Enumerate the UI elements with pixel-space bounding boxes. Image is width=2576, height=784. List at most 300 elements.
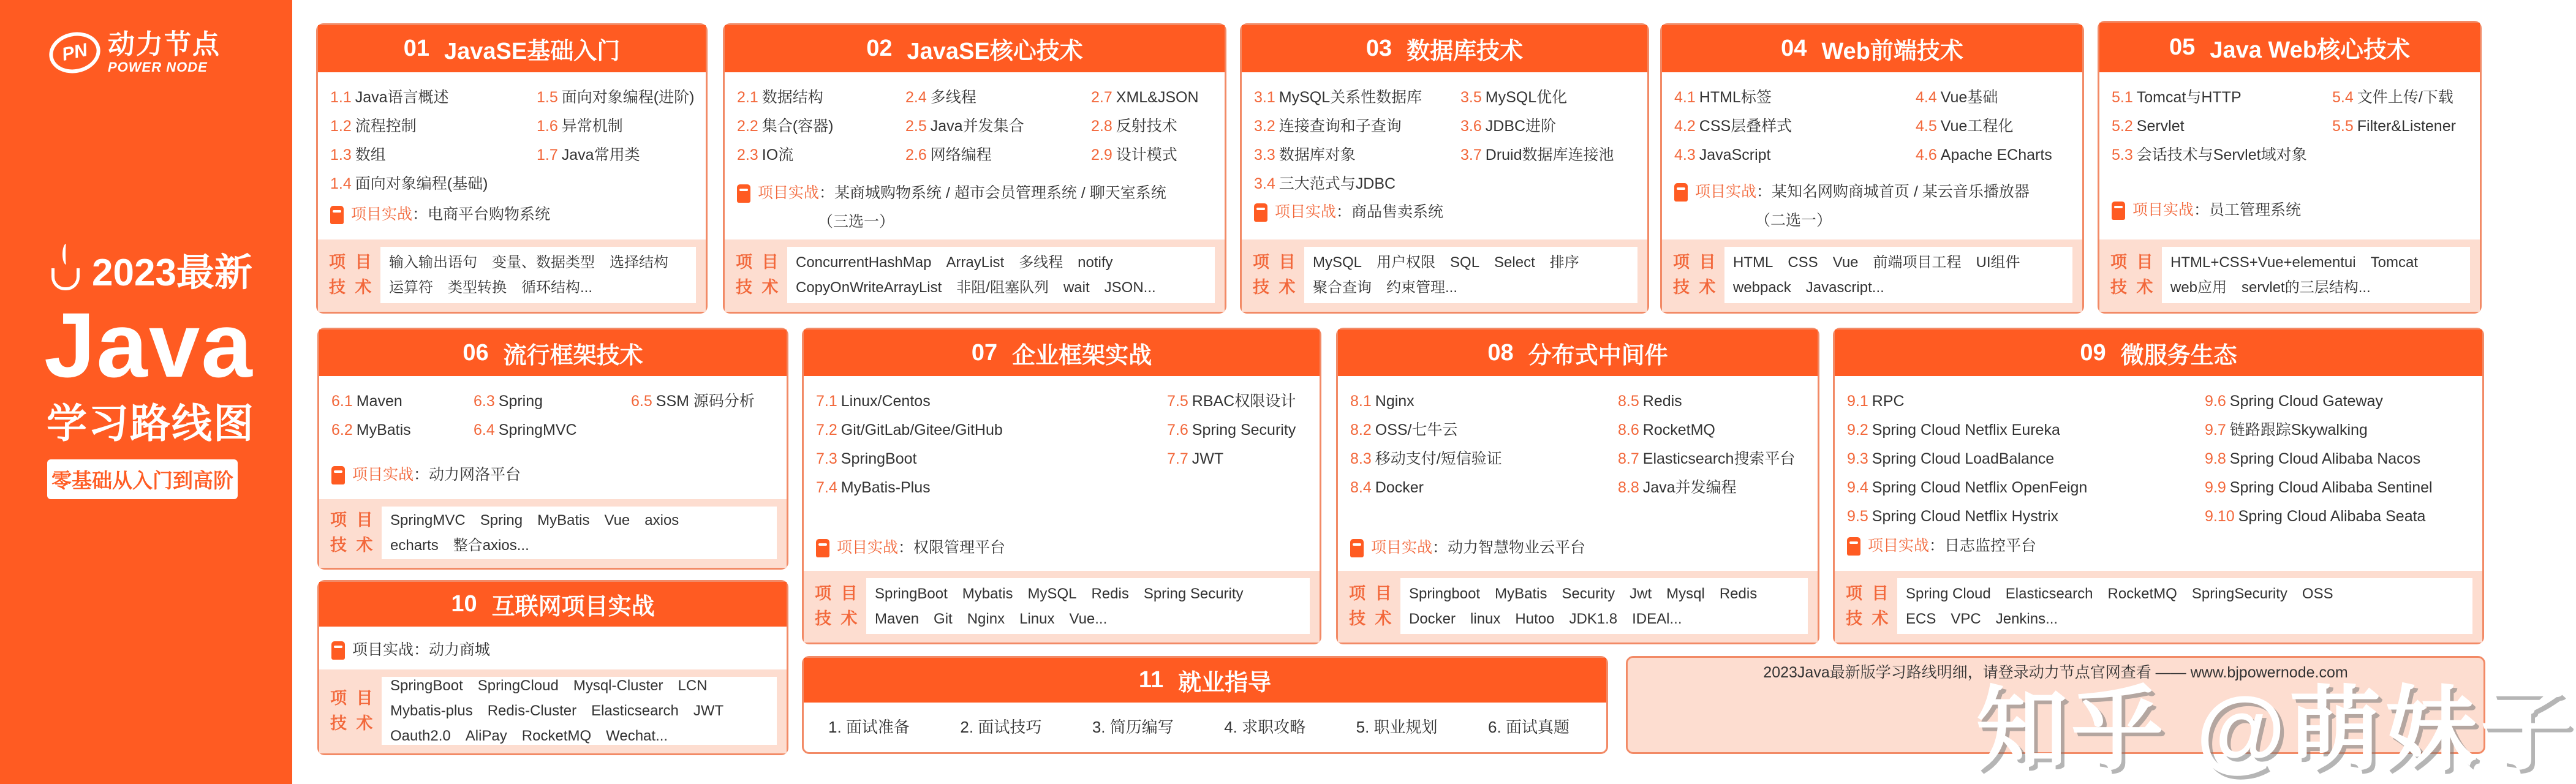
- topic-item[interactable]: [905, 83, 1091, 112]
- topic-column: [1916, 83, 2076, 170]
- topic-item[interactable]: [330, 83, 537, 112]
- tech-tag[interactable]: Hutoo: [1515, 610, 1555, 627]
- topic-item[interactable]: [2205, 416, 2476, 445]
- project-practice: [1847, 532, 2474, 560]
- topic-item[interactable]: [331, 416, 474, 445]
- topic-text: MyBatis-Plus: [840, 479, 931, 496]
- career-card: [802, 656, 1608, 754]
- topic-item[interactable]: [1618, 416, 1811, 445]
- topic-item[interactable]: [1916, 141, 2076, 170]
- tech-tag[interactable]: Nginx: [967, 610, 1005, 627]
- tech-tag[interactable]: Spring Security: [1143, 585, 1244, 602]
- card-title: JavaSE核心技术: [907, 39, 1083, 64]
- tech-tag[interactable]: 整合axios...: [453, 537, 529, 554]
- topic-item[interactable]: [474, 387, 631, 416]
- tech-tag[interactable]: 多线程: [1019, 254, 1063, 271]
- topic-number: 8.3: [1350, 450, 1372, 467]
- project-practice: [816, 533, 1311, 562]
- topic-text: SpringMVC: [498, 421, 577, 439]
- topic-item[interactable]: [1618, 445, 1811, 473]
- tech-tag[interactable]: Redis: [1091, 585, 1129, 602]
- tech-tag[interactable]: UI组件: [1976, 254, 2020, 271]
- footer-text[interactable]: 2023Java最新版学习路线明细，请登录动力节点官网查看 —— www.bjpowernode.com: [1763, 664, 2348, 681]
- tech-label-line2: 技 术: [1846, 609, 1891, 628]
- card-header[interactable]: [1662, 25, 2082, 72]
- tech-line: [796, 275, 1206, 300]
- project-line[interactable]: [330, 200, 697, 229]
- tech-tag[interactable]: ArrayList: [946, 254, 1005, 271]
- tech-label: [2108, 247, 2162, 303]
- topic-text: OSS/七牛云: [1375, 421, 1458, 439]
- roadmap-card-01: [316, 23, 708, 314]
- topic-item[interactable]: [474, 416, 631, 445]
- tech-tag[interactable]: Wechat...: [606, 728, 668, 744]
- topic-number: 2.3: [737, 146, 758, 164]
- topic-item[interactable]: [1254, 112, 1460, 141]
- topic-item[interactable]: [330, 170, 537, 198]
- topic-item[interactable]: [737, 112, 905, 141]
- topic-number: 3.7: [1460, 146, 1482, 164]
- topic-column: [1350, 387, 1618, 502]
- career-items: [828, 713, 1569, 742]
- tech-label: [327, 247, 380, 303]
- topic-text: 网络编程: [930, 146, 992, 164]
- topic-number: 1.4: [330, 175, 352, 192]
- tech-tag[interactable]: Mysql: [1666, 585, 1705, 602]
- tech-tag[interactable]: HTML: [1733, 254, 1773, 271]
- card-header[interactable]: [1835, 330, 2482, 376]
- tech-tag[interactable]: Spring: [480, 512, 523, 529]
- topic-number: 6.2: [331, 421, 353, 439]
- tech-tag[interactable]: Jwt: [1630, 585, 1652, 602]
- topic-number: 8.1: [1350, 393, 1372, 410]
- topic-item[interactable]: [331, 387, 474, 416]
- tech-tag[interactable]: JWT: [693, 703, 724, 719]
- project-label: 项目实战: [837, 539, 899, 556]
- topic-item[interactable]: [1460, 141, 1641, 170]
- project-practice: [1674, 178, 2074, 235]
- project-name: 某知名网购商城首页 / 某云音乐播放器: [1772, 183, 2030, 200]
- tech-tag[interactable]: 运算符: [389, 279, 433, 296]
- project-name: 权限管理平台: [913, 539, 1006, 556]
- topic-number: 3.3: [1254, 146, 1275, 164]
- project-line[interactable]: [816, 533, 1311, 562]
- topic-item[interactable]: [1254, 170, 1460, 198]
- tech-stack: [318, 239, 706, 312]
- topic-item[interactable]: [330, 112, 537, 141]
- project-book-icon: [1674, 183, 1688, 202]
- card-number: 06: [463, 339, 489, 366]
- topic-item[interactable]: [1916, 112, 2076, 141]
- topic-text: Spring Security: [1192, 421, 1296, 439]
- topic-item[interactable]: [905, 112, 1091, 141]
- tech-stack: [319, 669, 787, 753]
- tech-tag[interactable]: SpringMVC: [390, 512, 466, 529]
- topic-number: 4.2: [1674, 118, 1696, 135]
- tech-tag[interactable]: 排序: [1549, 254, 1579, 271]
- topic-item[interactable]: [1847, 416, 2205, 445]
- topic-item[interactable]: [1254, 141, 1460, 170]
- topic-item[interactable]: [2332, 83, 2474, 112]
- career-item[interactable]: 4. 求职攻略: [1224, 718, 1306, 736]
- career-item[interactable]: 2. 面试技巧: [960, 718, 1042, 736]
- topic-number: 6.4: [474, 421, 495, 439]
- topic-number: 9.3: [1847, 450, 1868, 467]
- tech-tag[interactable]: CopyOnWriteArrayList: [796, 279, 942, 296]
- topic-item[interactable]: [2332, 112, 2474, 141]
- project-line[interactable]: [1674, 178, 2074, 206]
- topic-text: MyBatis: [356, 421, 411, 439]
- topic-item[interactable]: [1350, 473, 1618, 502]
- tech-tag[interactable]: Javascript...: [1805, 279, 1884, 296]
- tech-tag[interactable]: Spring Cloud: [1906, 585, 1991, 602]
- tech-tag[interactable]: notify: [1078, 254, 1113, 271]
- topic-text: 数据库对象: [1279, 146, 1356, 164]
- tech-stack: [1835, 571, 2482, 643]
- topic-item[interactable]: [631, 387, 780, 416]
- tech-tag[interactable]: 循环结构...: [521, 279, 593, 296]
- card-number: 10: [451, 591, 477, 617]
- card-header[interactable]: [1338, 330, 1818, 376]
- topic-number: 6.3: [474, 393, 495, 410]
- topic-text: Spring Cloud Netflix OpenFeign: [1872, 479, 2088, 496]
- topic-item[interactable]: [1350, 445, 1618, 473]
- project-separator: ：: [414, 466, 429, 483]
- career-item[interactable]: 6. 面试真题: [1488, 718, 1569, 736]
- project-separator: ：: [1432, 539, 1448, 556]
- topic-item[interactable]: [1350, 387, 1618, 416]
- tech-tag[interactable]: Springboot: [1409, 585, 1481, 602]
- topic-list: [737, 83, 1218, 170]
- tech-line: [1409, 606, 1799, 631]
- topic-text: Spring Cloud Alibaba Nacos: [2229, 450, 2421, 467]
- tech-tag[interactable]: Mybatis-plus: [390, 703, 473, 719]
- tech-tag[interactable]: echarts: [390, 537, 439, 554]
- tech-stack: [2099, 239, 2480, 312]
- tech-box: [1304, 247, 1637, 303]
- topic-number: 2.7: [1091, 89, 1112, 106]
- tech-line: [1409, 581, 1799, 606]
- topic-number: 3.6: [1460, 118, 1482, 135]
- tech-tag[interactable]: VPC: [1951, 610, 1981, 627]
- tech-tag[interactable]: servlet的三层结构...: [2242, 279, 2371, 296]
- project-separator: ：: [819, 184, 835, 202]
- project-practice: [737, 179, 1216, 236]
- topic-item[interactable]: [737, 141, 905, 170]
- topic-item[interactable]: [1167, 416, 1313, 445]
- tech-tag[interactable]: Mybatis: [962, 585, 1013, 602]
- project-separator: ：: [1756, 183, 1772, 200]
- topic-number: 9.9: [2205, 479, 2226, 496]
- tech-tag[interactable]: 约束管理...: [1386, 279, 1458, 296]
- topic-text: SpringBoot: [840, 450, 917, 467]
- topic-number: 1.6: [537, 118, 558, 135]
- tech-tag[interactable]: linux: [1470, 610, 1501, 627]
- year-heading: [49, 242, 252, 296]
- tech-tag[interactable]: ECS: [1906, 610, 1936, 627]
- topic-column: [2112, 83, 2332, 170]
- topic-text: SSM 源码分析: [655, 393, 755, 410]
- topic-text: 链路跟踪Skywalking: [2229, 421, 2368, 439]
- topic-number: 3.2: [1254, 118, 1275, 135]
- topic-list: [330, 83, 700, 198]
- topic-item[interactable]: [537, 141, 700, 170]
- topic-item[interactable]: [1350, 416, 1618, 445]
- topic-number: 4.6: [1916, 146, 1937, 164]
- topic-column: [2205, 387, 2476, 531]
- topic-item[interactable]: [1091, 83, 1218, 112]
- topic-number: 3.5: [1460, 89, 1482, 106]
- topic-item[interactable]: [816, 473, 1167, 502]
- tech-tag[interactable]: 前端项目工程: [1873, 254, 1962, 271]
- card-header[interactable]: [318, 25, 706, 72]
- tech-line: [875, 581, 1301, 606]
- tech-tag[interactable]: RocketMQ: [2107, 585, 2177, 602]
- topic-item[interactable]: [1618, 473, 1811, 502]
- topic-item[interactable]: [1847, 502, 2205, 531]
- card-header[interactable]: [725, 25, 1225, 72]
- tech-line: [1313, 250, 1629, 275]
- card-number: 11: [1138, 667, 1164, 693]
- project-line[interactable]: [1254, 198, 1639, 227]
- tech-tag[interactable]: SQL: [1450, 254, 1480, 271]
- card-number: 07: [971, 339, 998, 366]
- topic-text: HTML标签: [1699, 89, 1772, 106]
- tech-tag[interactable]: Elasticsearch: [591, 703, 679, 719]
- tech-tag[interactable]: webpack: [1733, 279, 1791, 296]
- project-book-icon: [330, 206, 344, 224]
- tech-tag[interactable]: ConcurrentHashMap: [796, 254, 932, 271]
- card-header[interactable]: [1242, 25, 1647, 72]
- topic-number: 8.8: [1618, 479, 1639, 496]
- project-line[interactable]: [1847, 532, 2474, 560]
- project-line[interactable]: [2112, 196, 2471, 225]
- tech-label-line2: 技 术: [1349, 609, 1394, 628]
- topic-item[interactable]: [1167, 387, 1313, 416]
- topic-text: Spring Cloud LoadBalance: [1872, 450, 2055, 467]
- tech-tag[interactable]: 变量、数据类型: [492, 254, 595, 271]
- topic-item[interactable]: [1618, 387, 1811, 416]
- project-separator: ：: [414, 641, 429, 658]
- tech-tag[interactable]: 选择结构: [610, 254, 668, 271]
- topic-item[interactable]: [2205, 502, 2476, 531]
- tech-tag[interactable]: CSS: [1788, 254, 1818, 271]
- topic-item[interactable]: [1254, 83, 1460, 112]
- topic-column: [1254, 83, 1460, 198]
- roadmap-card-09: [1833, 328, 2484, 644]
- tech-stack: [1662, 239, 2082, 312]
- tech-tag[interactable]: Tomcat: [2370, 254, 2418, 271]
- tech-tag[interactable]: Maven: [875, 610, 920, 627]
- watermark: 知乎 @萌妹子: [1976, 678, 2576, 781]
- topic-text: 文件上传/下载: [2357, 89, 2453, 106]
- tech-tag[interactable]: Docker: [1409, 610, 1456, 627]
- tech-stack: [319, 499, 787, 568]
- topic-number: 7.5: [1167, 393, 1188, 410]
- tech-tag[interactable]: Security: [1562, 585, 1615, 602]
- card-title: 流行框架技术: [503, 342, 643, 369]
- tech-tag[interactable]: web应用: [2170, 279, 2227, 296]
- topic-item[interactable]: [1091, 112, 1218, 141]
- topic-item[interactable]: [1167, 445, 1313, 473]
- topic-list: [331, 387, 780, 445]
- tech-tag[interactable]: 用户权限: [1377, 254, 1436, 271]
- topic-item[interactable]: [737, 83, 905, 112]
- tech-tag[interactable]: Vue: [604, 512, 630, 529]
- topic-text: 多线程: [930, 89, 976, 106]
- project-book-icon: [331, 641, 345, 660]
- topic-item[interactable]: [2205, 445, 2476, 473]
- project-book-icon: [1350, 539, 1364, 557]
- topic-number: 1.7: [537, 146, 558, 164]
- topic-text: Apache ECharts: [1940, 146, 2052, 164]
- tech-tag[interactable]: MyBatis: [537, 512, 590, 529]
- topic-item[interactable]: [1091, 141, 1218, 170]
- tech-tag[interactable]: Vue: [1832, 254, 1859, 271]
- topic-text: Spring: [498, 393, 543, 410]
- tech-tag[interactable]: 聚合查询: [1313, 279, 1372, 296]
- career-item[interactable]: 5. 职业规划: [1356, 718, 1438, 736]
- tech-line: [1906, 606, 2464, 631]
- tech-tag[interactable]: Redis: [1719, 585, 1758, 602]
- topic-item[interactable]: [1674, 112, 1916, 141]
- topic-item[interactable]: [1674, 83, 1916, 112]
- project-line[interactable]: [331, 461, 778, 489]
- tech-tag[interactable]: OSS: [2302, 585, 2333, 602]
- topic-item[interactable]: [1847, 387, 2205, 416]
- topic-text: 三大范式与JDBC: [1279, 175, 1396, 192]
- topic-text: 连接查询和子查询: [1279, 118, 1402, 135]
- tech-tag[interactable]: Oauth2.0: [390, 728, 451, 744]
- project-label: 项目实战: [1868, 537, 1930, 554]
- project-book-icon: [1847, 537, 1860, 556]
- tech-tag[interactable]: SpringSecurity: [2191, 585, 2287, 602]
- tech-stack: [1338, 571, 1818, 643]
- tech-tag[interactable]: Mysql-Cluster: [573, 677, 663, 694]
- project-practice: [1350, 533, 1809, 562]
- tech-tag[interactable]: IDEAl...: [1632, 610, 1682, 627]
- topic-text: Maven: [356, 393, 402, 410]
- brand-logo[interactable]: [49, 31, 245, 75]
- topic-text: Spring Cloud Netflix Eureka: [1872, 421, 2060, 439]
- tech-tag[interactable]: JSON...: [1104, 279, 1156, 296]
- tech-tag[interactable]: Vue...: [1069, 610, 1108, 627]
- card-header[interactable]: [804, 330, 1320, 376]
- topic-number: 1.3: [330, 146, 352, 164]
- career-item[interactable]: 3. 简历编写: [1092, 718, 1174, 736]
- tech-label-line1: 项 目: [1846, 584, 1891, 603]
- tech-tag[interactable]: Jenkins...: [1995, 610, 2058, 627]
- topic-item[interactable]: [816, 387, 1167, 416]
- tech-tag[interactable]: JDK1.8: [1569, 610, 1618, 627]
- topic-item[interactable]: [2112, 141, 2332, 170]
- project-note: （二选一）: [1755, 212, 1832, 229]
- career-item[interactable]: 1. 面试准备: [828, 718, 910, 736]
- project-line[interactable]: [331, 636, 778, 665]
- topic-number: 5.4: [2332, 89, 2354, 106]
- card-title: JavaSE基础入门: [444, 39, 621, 64]
- tech-tag[interactable]: Elasticsearch: [2005, 585, 2093, 602]
- topic-text: Vue工程化: [1940, 118, 2014, 135]
- topic-text: Spring Cloud Alibaba Sentinel: [2229, 479, 2433, 496]
- topic-item[interactable]: [1460, 83, 1641, 112]
- topic-item[interactable]: [537, 83, 700, 112]
- tech-tag[interactable]: LCN: [678, 677, 708, 694]
- card-header[interactable]: [319, 330, 787, 376]
- tech-tag[interactable]: 类型转换: [448, 279, 507, 296]
- topic-list: [1847, 387, 2476, 531]
- roadmap-card-07: [802, 328, 1321, 644]
- tech-tag[interactable]: Git: [934, 610, 953, 627]
- tech-tag[interactable]: SpringBoot: [875, 585, 948, 602]
- topic-item[interactable]: [2112, 112, 2332, 141]
- tech-tag[interactable]: axios: [644, 512, 679, 529]
- tech-tag[interactable]: SpringBoot: [390, 677, 463, 694]
- tech-tag[interactable]: RocketMQ: [521, 728, 592, 744]
- topic-text: Servlet: [2136, 118, 2185, 135]
- tech-tag[interactable]: Linux: [1019, 610, 1055, 627]
- tech-stack: [1242, 239, 1647, 312]
- topic-item[interactable]: [816, 416, 1167, 445]
- card-title: 企业框架实战: [1012, 342, 1152, 369]
- tech-tag[interactable]: MyBatis: [1495, 585, 1547, 602]
- topic-number: 9.1: [1847, 393, 1868, 410]
- topic-item[interactable]: [330, 141, 537, 170]
- topic-item[interactable]: [2112, 83, 2332, 112]
- tech-tag[interactable]: HTML+CSS+Vue+elementui: [2170, 254, 2356, 271]
- topic-number: 8.2: [1350, 421, 1372, 439]
- project-line[interactable]: [737, 179, 1216, 208]
- topic-item[interactable]: [1916, 83, 2076, 112]
- topic-text: JavaScript: [1699, 146, 1771, 164]
- tech-tag[interactable]: 非阻/阻塞队列: [956, 279, 1049, 296]
- topic-item[interactable]: [1674, 141, 1916, 170]
- topic-item[interactable]: [1847, 473, 2205, 502]
- topic-item[interactable]: [816, 445, 1167, 473]
- project-separator: ：: [2194, 202, 2210, 219]
- topic-item[interactable]: [537, 112, 700, 141]
- year-text: 2023最新: [92, 252, 252, 294]
- project-separator: ：: [1336, 203, 1352, 221]
- topic-item[interactable]: [1460, 112, 1641, 141]
- topic-item[interactable]: [905, 141, 1091, 170]
- tech-tag[interactable]: SpringCloud: [477, 677, 559, 694]
- card-header[interactable]: [319, 582, 787, 627]
- tech-label: [1671, 247, 1724, 303]
- topic-item[interactable]: [1847, 445, 2205, 473]
- project-line[interactable]: [1350, 533, 1809, 562]
- project-book-icon: [2112, 202, 2125, 220]
- topic-number: 3.1: [1254, 89, 1275, 106]
- project-note: （三选一）: [818, 213, 895, 230]
- tech-tag[interactable]: 输入输出语句: [389, 254, 477, 271]
- tech-label-line1: 项 目: [1253, 253, 1298, 271]
- tech-label: [1347, 578, 1400, 634]
- brand-name-cn: 动力节点: [108, 29, 221, 59]
- tech-tag[interactable]: AliPay: [465, 728, 507, 744]
- topic-item[interactable]: [2205, 473, 2476, 502]
- tech-tag[interactable]: wait: [1063, 279, 1090, 296]
- tech-tag[interactable]: Select: [1494, 254, 1535, 271]
- topic-item[interactable]: [2205, 387, 2476, 416]
- card-title: 微服务生态: [2120, 342, 2237, 369]
- tech-tag[interactable]: MySQL: [1313, 254, 1362, 271]
- tech-tag[interactable]: Redis-Cluster: [487, 703, 577, 719]
- tech-tag[interactable]: MySQL: [1027, 585, 1077, 602]
- card-header[interactable]: [2099, 23, 2480, 72]
- tech-label-line2: 技 术: [329, 278, 374, 296]
- project-book-icon: [816, 539, 829, 557]
